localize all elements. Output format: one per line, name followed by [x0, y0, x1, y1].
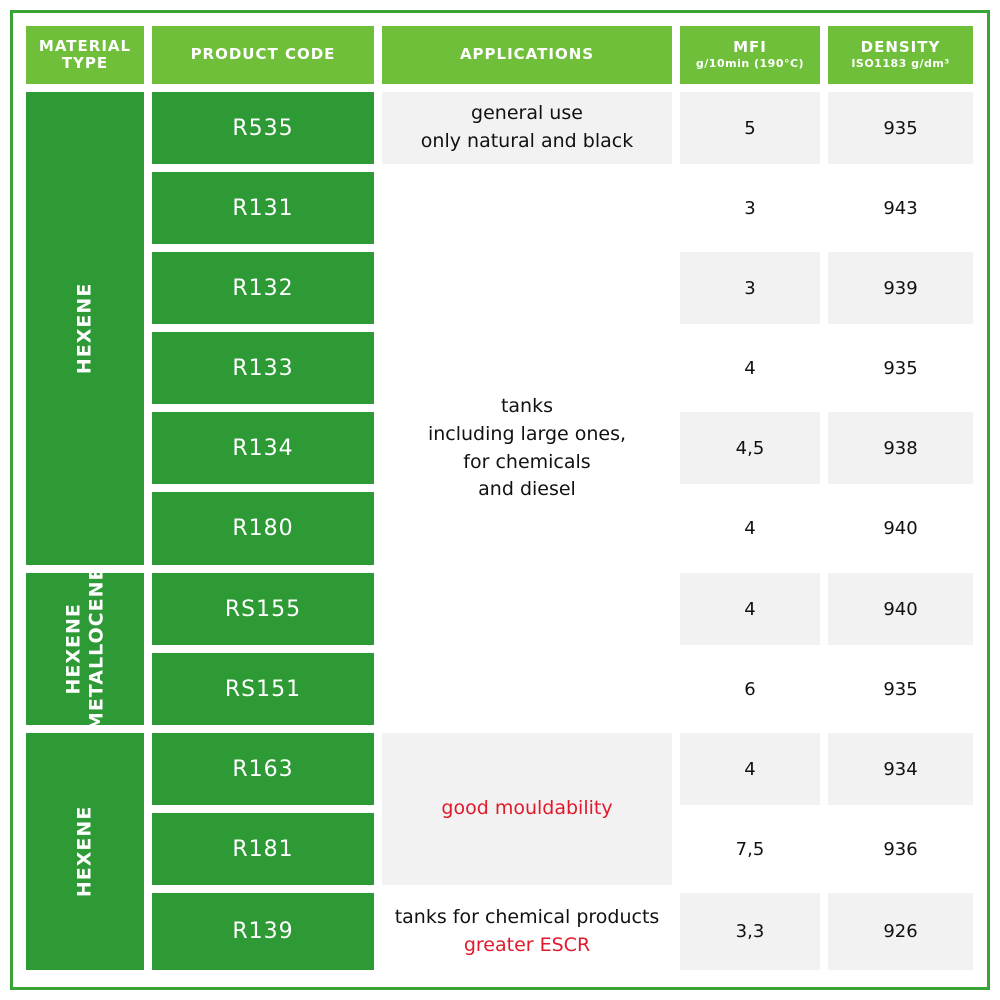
material-type-label: HEXENE — [62, 603, 85, 695]
application-text: general use — [471, 102, 583, 125]
mfi-value: 7,5 — [735, 838, 765, 860]
header-mfi-label: MFI — [733, 38, 767, 57]
density-value: 940 — [883, 598, 918, 620]
product-code-cell — [152, 332, 374, 404]
density-value: 935 — [883, 678, 918, 700]
mfi-cell — [680, 252, 820, 324]
product-code: R131 — [232, 195, 294, 221]
product-code-cell — [152, 653, 374, 725]
product-code: R139 — [232, 919, 294, 944]
mfi-value: 6 — [744, 678, 756, 700]
material-type-label: HEXENE — [73, 282, 96, 375]
density-cell — [828, 813, 973, 885]
density-cell — [828, 172, 973, 244]
mfi-value: 4 — [744, 518, 756, 539]
density-cell — [828, 492, 973, 565]
mfi-value: 4 — [744, 758, 756, 780]
mfi-cell — [680, 813, 820, 885]
material-type-group-2 — [26, 566, 144, 732]
product-code: RS151 — [224, 676, 302, 702]
density-cell — [828, 573, 973, 645]
product-code: R163 — [232, 756, 294, 782]
density-value: 934 — [883, 758, 918, 780]
density-cell — [828, 332, 973, 404]
material-type-group-3 — [26, 733, 144, 970]
product-code-cell — [152, 412, 374, 484]
mfi-cell — [680, 172, 820, 244]
application-cell — [382, 92, 672, 164]
product-code: R535 — [232, 115, 294, 141]
product-code-cell — [152, 92, 374, 164]
material-type-label: METALLOCENE — [85, 566, 108, 732]
density-cell — [828, 893, 973, 970]
product-code-cell — [152, 492, 374, 565]
density-cell — [828, 412, 973, 484]
header-mfi — [680, 26, 820, 84]
header-density-unit: ISO1183 g/dm³ — [851, 57, 950, 71]
density-value: 935 — [883, 357, 918, 379]
mfi-value: 4 — [744, 598, 756, 620]
density-cell — [828, 252, 973, 324]
application-text: and diesel — [478, 478, 576, 501]
header-applications — [382, 26, 672, 84]
product-code: R181 — [232, 836, 294, 862]
mfi-cell — [680, 893, 820, 970]
product-code-cell — [152, 172, 374, 244]
density-value: 926 — [883, 921, 918, 942]
header-product-code-label: PRODUCT CODE — [190, 45, 336, 64]
mfi-cell — [680, 733, 820, 805]
mfi-cell — [680, 653, 820, 725]
mfi-cell — [680, 332, 820, 404]
product-code: R133 — [232, 355, 294, 381]
density-cell — [828, 733, 973, 805]
product-code-cell — [152, 813, 374, 885]
product-code-cell — [152, 893, 374, 970]
mfi-cell — [680, 412, 820, 484]
density-value: 939 — [883, 277, 918, 299]
mfi-value: 3 — [744, 277, 756, 299]
density-cell — [828, 653, 973, 725]
product-code: R134 — [232, 435, 294, 461]
product-code-cell — [152, 252, 374, 324]
application-highlight: greater ESCR — [463, 933, 591, 956]
density-value: 938 — [883, 437, 918, 459]
mfi-cell — [680, 492, 820, 565]
material-type-group-1 — [26, 92, 144, 565]
application-text: only natural and black — [420, 130, 634, 152]
mfi-value: 4,5 — [735, 437, 765, 459]
density-value: 935 — [883, 117, 918, 139]
product-code: R132 — [232, 275, 294, 301]
application-cell — [382, 172, 672, 725]
header-product-code — [152, 26, 374, 84]
mfi-cell — [680, 92, 820, 164]
application-text: tanks for chemical products — [394, 905, 660, 928]
mfi-value: 4 — [744, 357, 756, 379]
header-density-label: DENSITY — [860, 38, 941, 57]
product-code-cell — [152, 733, 374, 805]
header-material-type — [26, 26, 144, 84]
header-applications-label: APPLICATIONS — [459, 45, 595, 64]
header-density — [828, 26, 973, 84]
application-highlight: good mouldability — [441, 797, 613, 820]
application-text: tanks — [500, 395, 554, 418]
mfi-value: 3,3 — [735, 921, 765, 942]
density-value: 940 — [883, 518, 918, 539]
application-cell — [382, 893, 672, 970]
header-material-type-label: MATERIAL TYPE — [38, 36, 132, 72]
product-code: R180 — [232, 516, 294, 541]
header-mfi-unit: g/10min (190°C) — [695, 57, 805, 71]
mfi-cell — [680, 573, 820, 645]
application-text: for chemicals — [463, 450, 591, 473]
product-code: RS155 — [224, 596, 302, 622]
density-value: 943 — [883, 197, 918, 219]
application-cell — [382, 733, 672, 885]
density-cell — [828, 92, 973, 164]
application-text: including large ones, — [427, 422, 627, 445]
density-value: 936 — [883, 838, 918, 860]
material-type-label: HEXENE — [73, 805, 96, 898]
mfi-value: 3 — [744, 197, 756, 219]
product-code-cell — [152, 573, 374, 645]
mfi-value: 5 — [744, 117, 756, 139]
